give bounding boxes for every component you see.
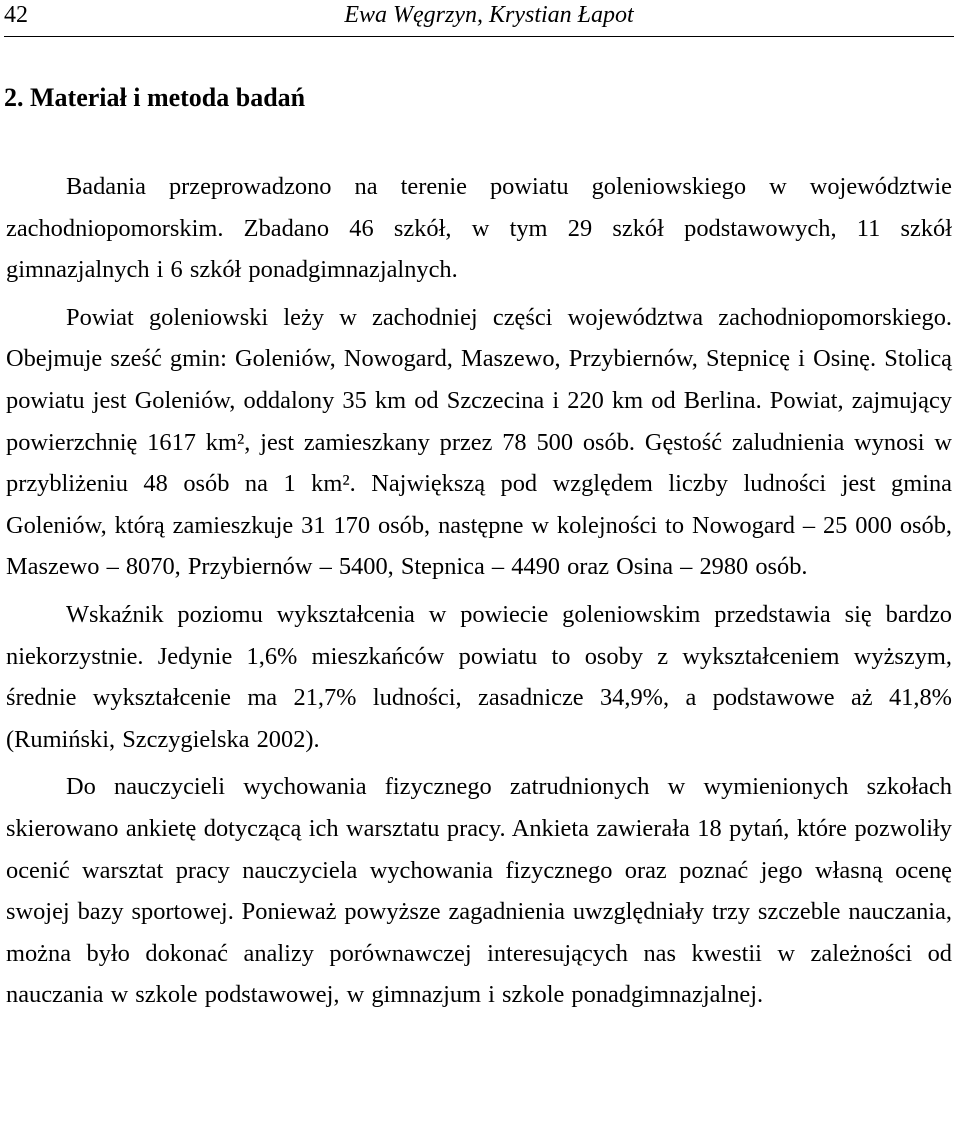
body-text bbox=[6, 166, 952, 1016]
running-head-authors: Ewa Węgrzyn, Krystian Łapot bbox=[344, 2, 634, 28]
paragraph-county-description: Powiat goleniowski leży w zachodniej części województwa zachodniopomorskiego. Obejmuje sześć gmin: Goleniów, Nowogard, Maszewo, Przybiernów, Stepnicę i Osinę. Stolicą powiatu jest Goleniów, oddalony 35 km od Szczecina i 220 km od Berlina. Powiat, zajmujący powierzchnię 1617 km², jest zamieszkany przez 78 500 osób. Gęstość zaludnienia wynosi w przybliżeniu 48 osób na 1 km². Największą pod względem liczby ludności jest gmina Goleniów, którą zamieszkuje 31 170 osób, następne w kolejności to Nowogard – 25 000 osób, Maszewo – 8070, Przybiernów – 5400, Stepnica – 4490 oraz Osina – 2980 osób. bbox=[6, 303, 952, 581]
paragraph-study-area: Badania przeprowadzono na terenie powiatu goleniowskiego w województwie zachodniopomorskim. Zbadano 46 szkół, w tym 29 szkół podstawowych, 11 szkół gimnazjalnych i 6 szkół ponadgimnazjalnych. bbox=[6, 173, 952, 284]
paragraph-education-level: Wskaźnik poziomu wykształcenia w powiecie goleniowskim przedstawia się bardzo niekorzystnie. Jedynie 1,6% mieszkańców powiatu to osoby z wykształceniem wyższym, średnie wykształcenie ma 21,7% ludności, zasadnicze 34,9%, a podstawowe aż 41,8% (Rumiński, Szczygielska 2002). bbox=[6, 600, 952, 753]
paragraph-survey-method: Do nauczycieli wychowania fizycznego zatrudnionych w wymienionych szkołach skierowano ankietę dotyczącą ich warsztatu pracy. Ankieta zawierała 18 pytań, które pozwoliły ocenić warsztat pracy nauczyciela wychowania fizycznego oraz poznać jego własną ocenę swojej bazy sportowej. Ponieważ powyższe zagadnienia uwzględniały trzy szczeble nauczania, można było dokonać analizy porównawczej interesujących nas kwestii w zależności od nauczania w szkole podstawowej, w gimnazjum i szkole ponadgimnazjalnej. bbox=[6, 773, 952, 1009]
running-header bbox=[4, 0, 954, 37]
page-number: 42 bbox=[4, 2, 28, 28]
section-heading: 2. Materiał i metoda badań bbox=[4, 83, 306, 112]
